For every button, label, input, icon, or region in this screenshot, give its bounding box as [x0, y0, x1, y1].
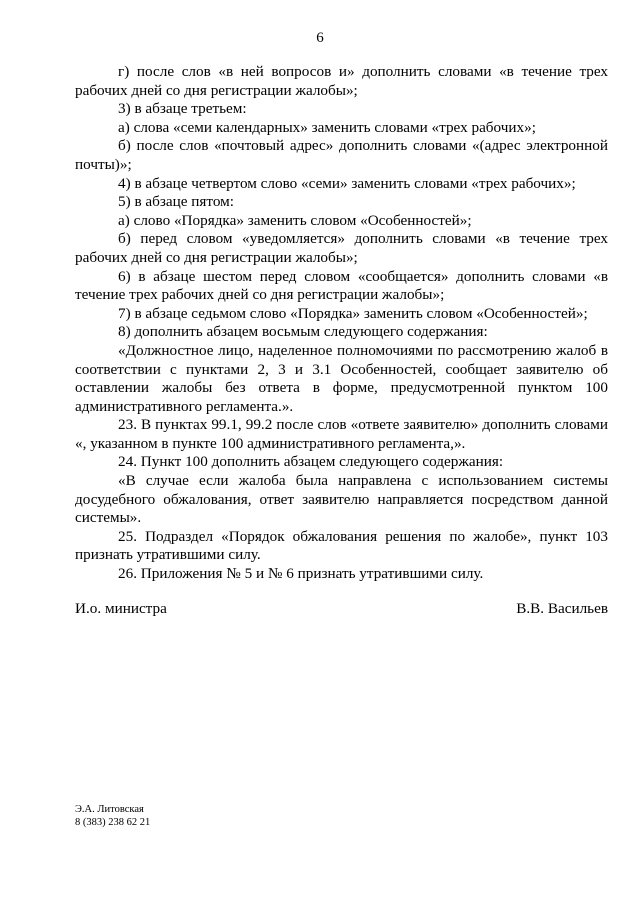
- paragraph: б) перед словом «уведомляется» дополнить словами «в течение трех рабочих дней со дня регистрации жалобы»;: [75, 230, 608, 266]
- paragraph: б) после слов «почтовый адрес» дополнить словами «(адрес электронной почты)»;: [75, 137, 608, 173]
- paragraph: 25. Подраздел «Порядок обжалования решения по жалобе», пункт 103 признать утратившими силу.: [75, 527, 608, 564]
- signatory-position: И.о. министра: [75, 600, 167, 617]
- paragraph: 4) в абзаце четвертом слово «семи» заменить словами «трех рабочих»;: [118, 174, 576, 192]
- executor-name: Э.А. Литовская: [75, 804, 144, 815]
- paragraph: 5) в абзаце пятом:: [118, 193, 234, 211]
- paragraph: г) после слов «в ней вопросов и» дополнить словами «в течение трех рабочих дней со дня регистрации жалобы»;: [75, 63, 608, 99]
- paragraph: 3) в абзаце третьем:: [118, 100, 247, 118]
- document-body: [75, 63, 608, 584]
- paragraph: 8) дополнить абзацем восьмым следующего содержания:: [118, 323, 488, 341]
- paragraph: а) слово «Порядка» заменить словом «Особенностей»;: [118, 211, 472, 229]
- paragraph: 7) в абзаце седьмом слово «Порядка» заменить словом «Особенностей»;: [118, 304, 588, 322]
- paragraph: «Должностное лицо, наделенное полномочиями по рассмотрению жалоб в соответствии с пунктами 2, 3 и 3.1 Особенностей, сообщает заявителю об оставлении жалобы без ответа в форме, предусмотренной пунктом 100 административного регламента.».: [75, 341, 608, 415]
- executor-footer: [75, 803, 150, 829]
- paragraph: 23. В пунктах 99.1, 99.2 после слов «ответе заявителю» дополнить словами «, указанном в пункте 100 административного регламента,».: [75, 416, 608, 452]
- executor-phone: 8 (383) 238 62 21: [75, 817, 151, 828]
- page-number: 6: [316, 30, 324, 46]
- paragraph: 26. Приложения № 5 и № 6 признать утратившими силу.: [118, 565, 484, 583]
- signatory-name: В.В. Васильев: [516, 600, 608, 617]
- paragraph: а) слова «семи календарных» заменить словами «трех рабочих»;: [118, 118, 536, 136]
- paragraph: 6) в абзаце шестом перед словом «сообщается» дополнить словами «в течение трех рабочих дней со дня регистрации жалобы»;: [75, 267, 608, 304]
- paragraph: 24. Пункт 100 дополнить абзацем следующего содержания:: [118, 453, 504, 471]
- paragraph: «В случае если жалоба была направлена с использованием системы досудебного обжалования, ответ заявителю направляется посредством данной системы».: [75, 472, 608, 527]
